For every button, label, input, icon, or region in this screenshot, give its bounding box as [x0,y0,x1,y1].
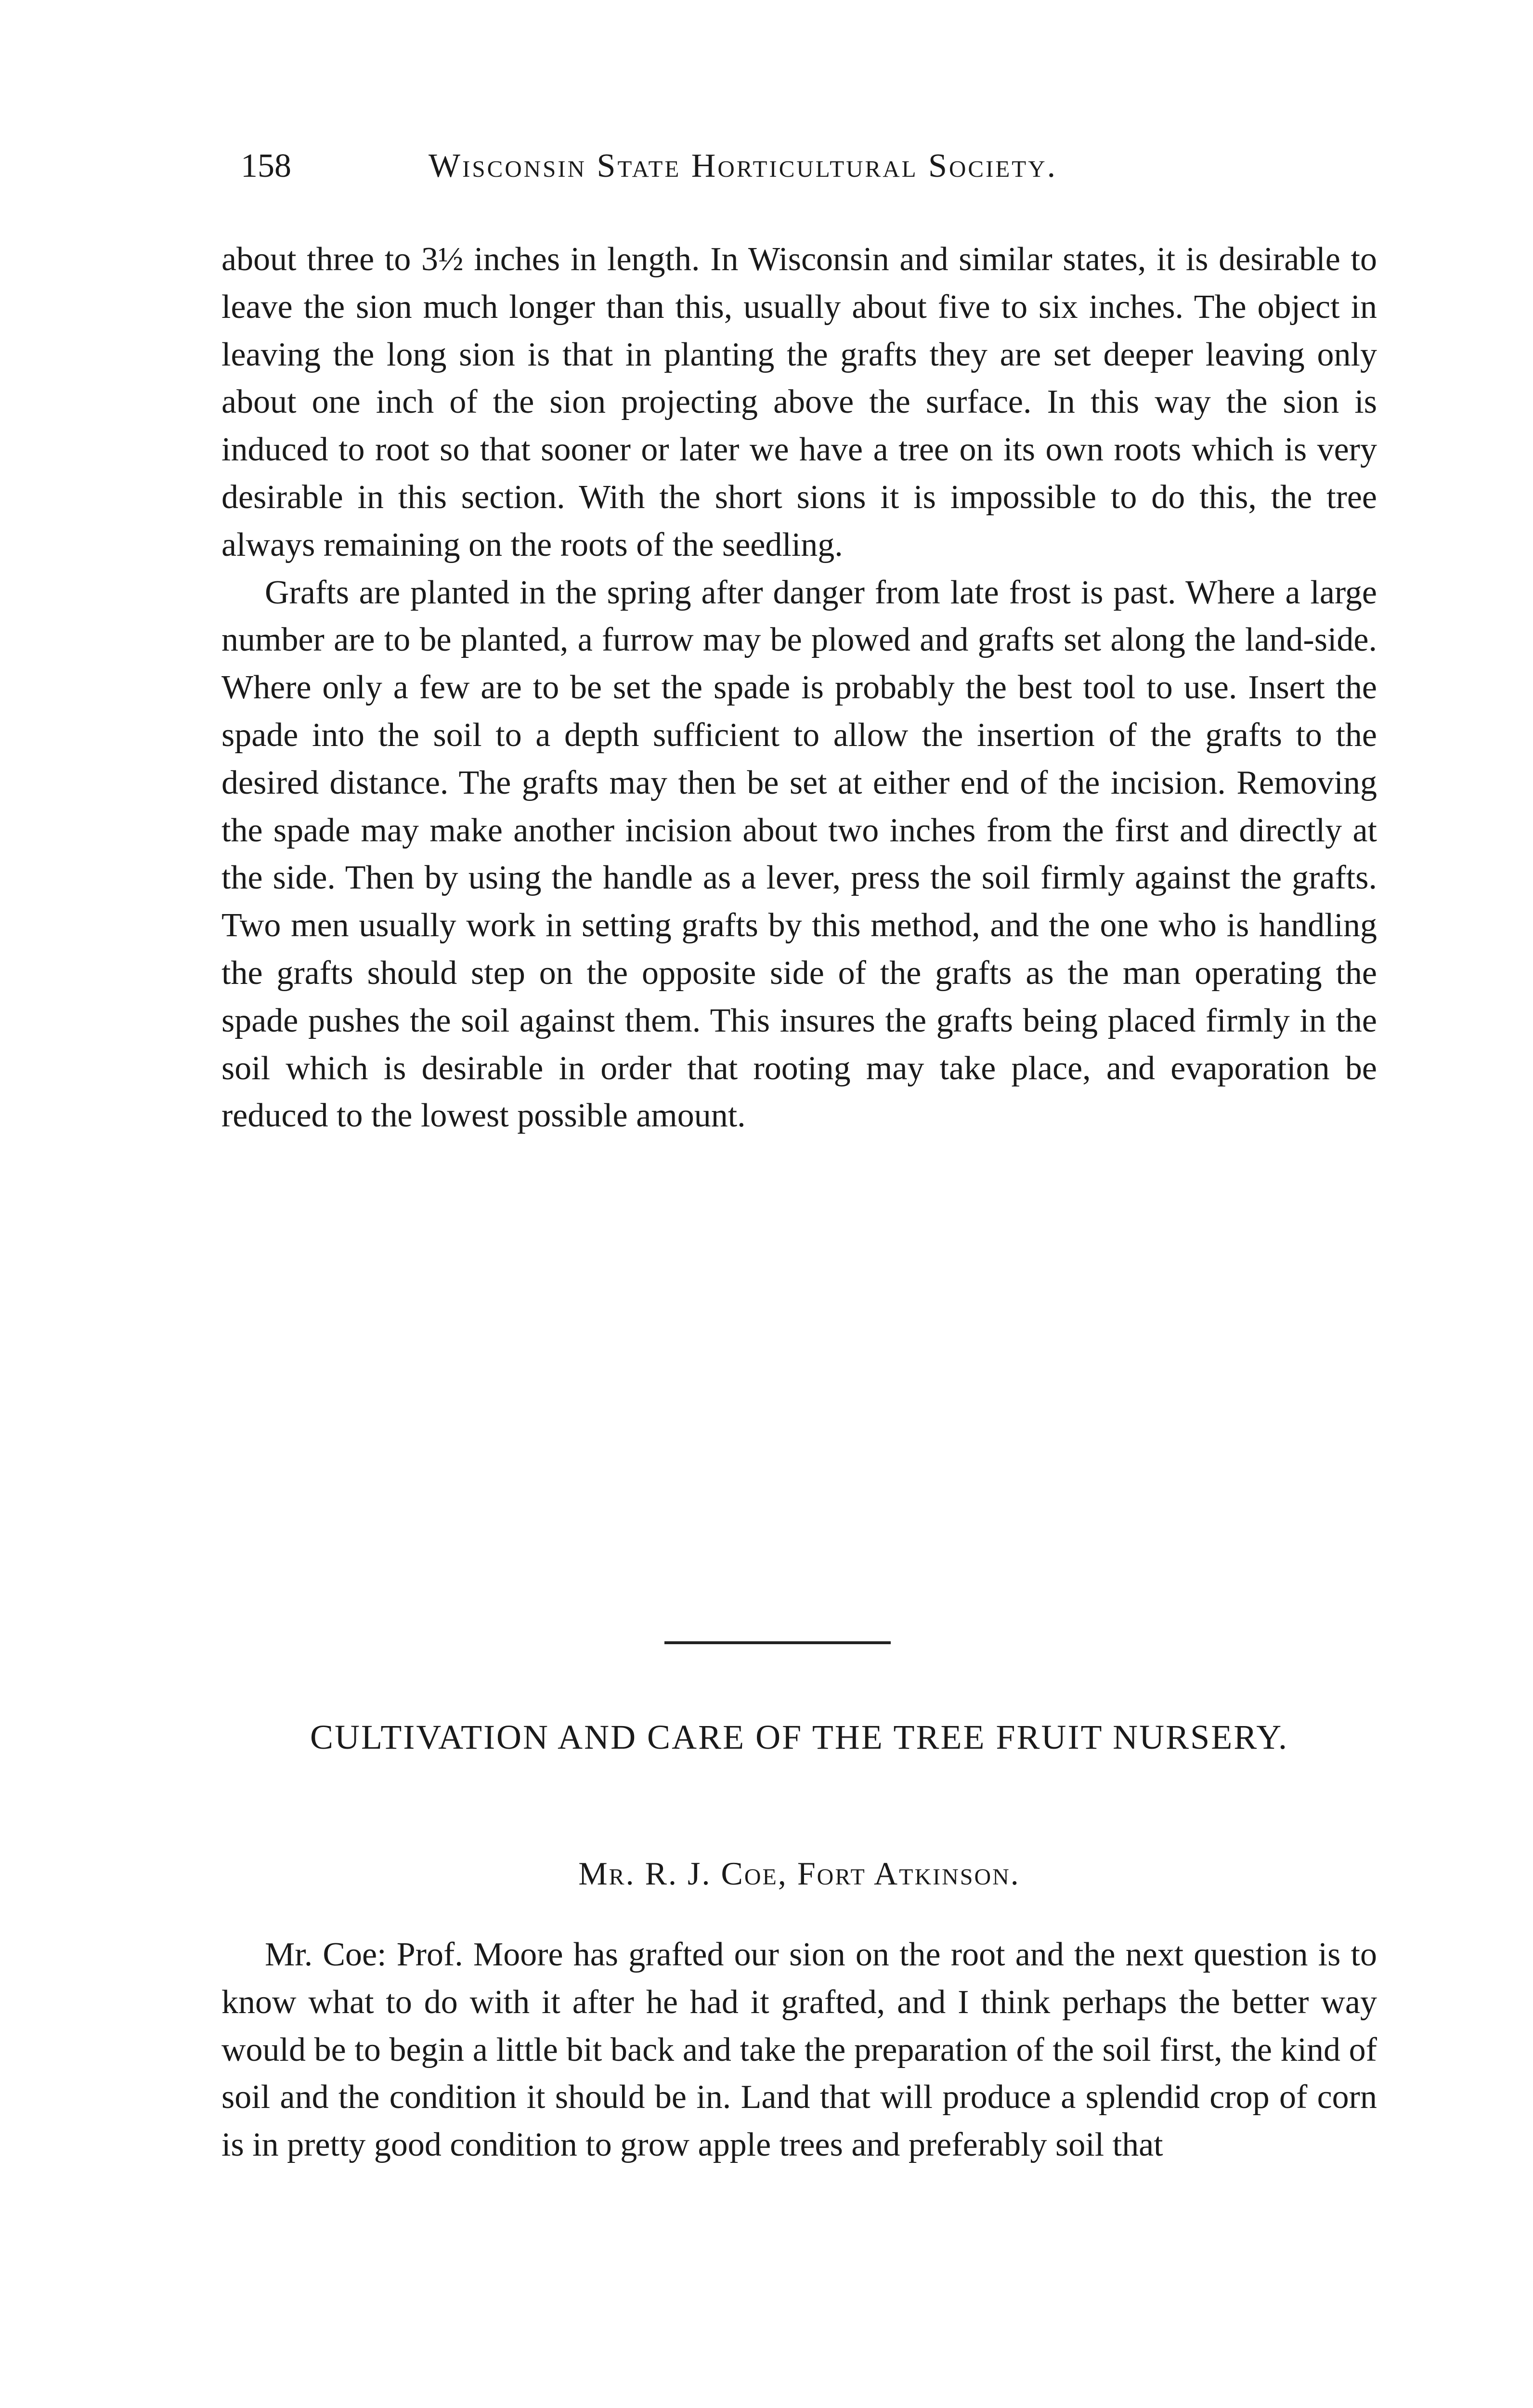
section-byline: Mr. R. J. Coe, Fort Atkinson. [578,1855,1020,1892]
paragraph-grafts-planting: Grafts are planted in the spring after danger from late frost is past. Where a large number are to be planted, a furrow may be plowed and grafts set along the land-side. Where only a few are to be set the spade is probably the best tool to use. Insert the spade into the soil to a depth sufficient to allow the insertion of the grafts to the desired distance. The grafts may then be set at either end of the incision. Removing the spade may make another incision about two inches from the first and directly at the side. Then by using the handle as a lever, press the soil firmly against the grafts. Two men usually work in setting grafts by this method, and the one who is handling the grafts should step on the opposite side of the grafts as the man operating the spade pushes the soil against them. This insures the grafts being placed firmly in the soil which is desirable in order that rooting may take place, and evaporation be reduced to the lowest possible amount. [221,574,1377,1135]
body-text [221,236,1377,1140]
journal-title: Wisconsin State Horticultural Society. [429,147,1058,184]
paragraph-continued: about three to 3½ inches in length. In Wisconsin and similar states, it is desirable to leave the sion much longer than this, usually about five to six inches. The object in leaving the long sion is that in planting the grafts they are set deeper leaving only about one inch of the sion projecting above the surface. In this way the sion is induced to root so that sooner or later we have a tree on its own roots which is very desirable in this section. With the short sions it is impossible to do this, the tree always remaining on the roots of the seedling. [221,241,1377,563]
paragraph-mr-coe: Mr. Coe: Prof. Moore has grafted our sion on the root and the next question is to know what to do with it after he had it grafted, and I think perhaps the better way would be to begin a little bit back and take the preparation of the soil first, the kind of soil and the condition it should be in. Land that will produce a splendid crop of corn is in pretty good condition to grow apple trees and preferably soil that [221,1936,1377,2164]
running-head [241,140,1237,193]
section-title: CULTIVATION AND CARE OF THE TREE FRUIT NURSERY. [310,1718,1288,1756]
section-body-text [221,1931,1377,2169]
section-divider [664,1641,891,1644]
page-number: 158 [241,147,291,184]
